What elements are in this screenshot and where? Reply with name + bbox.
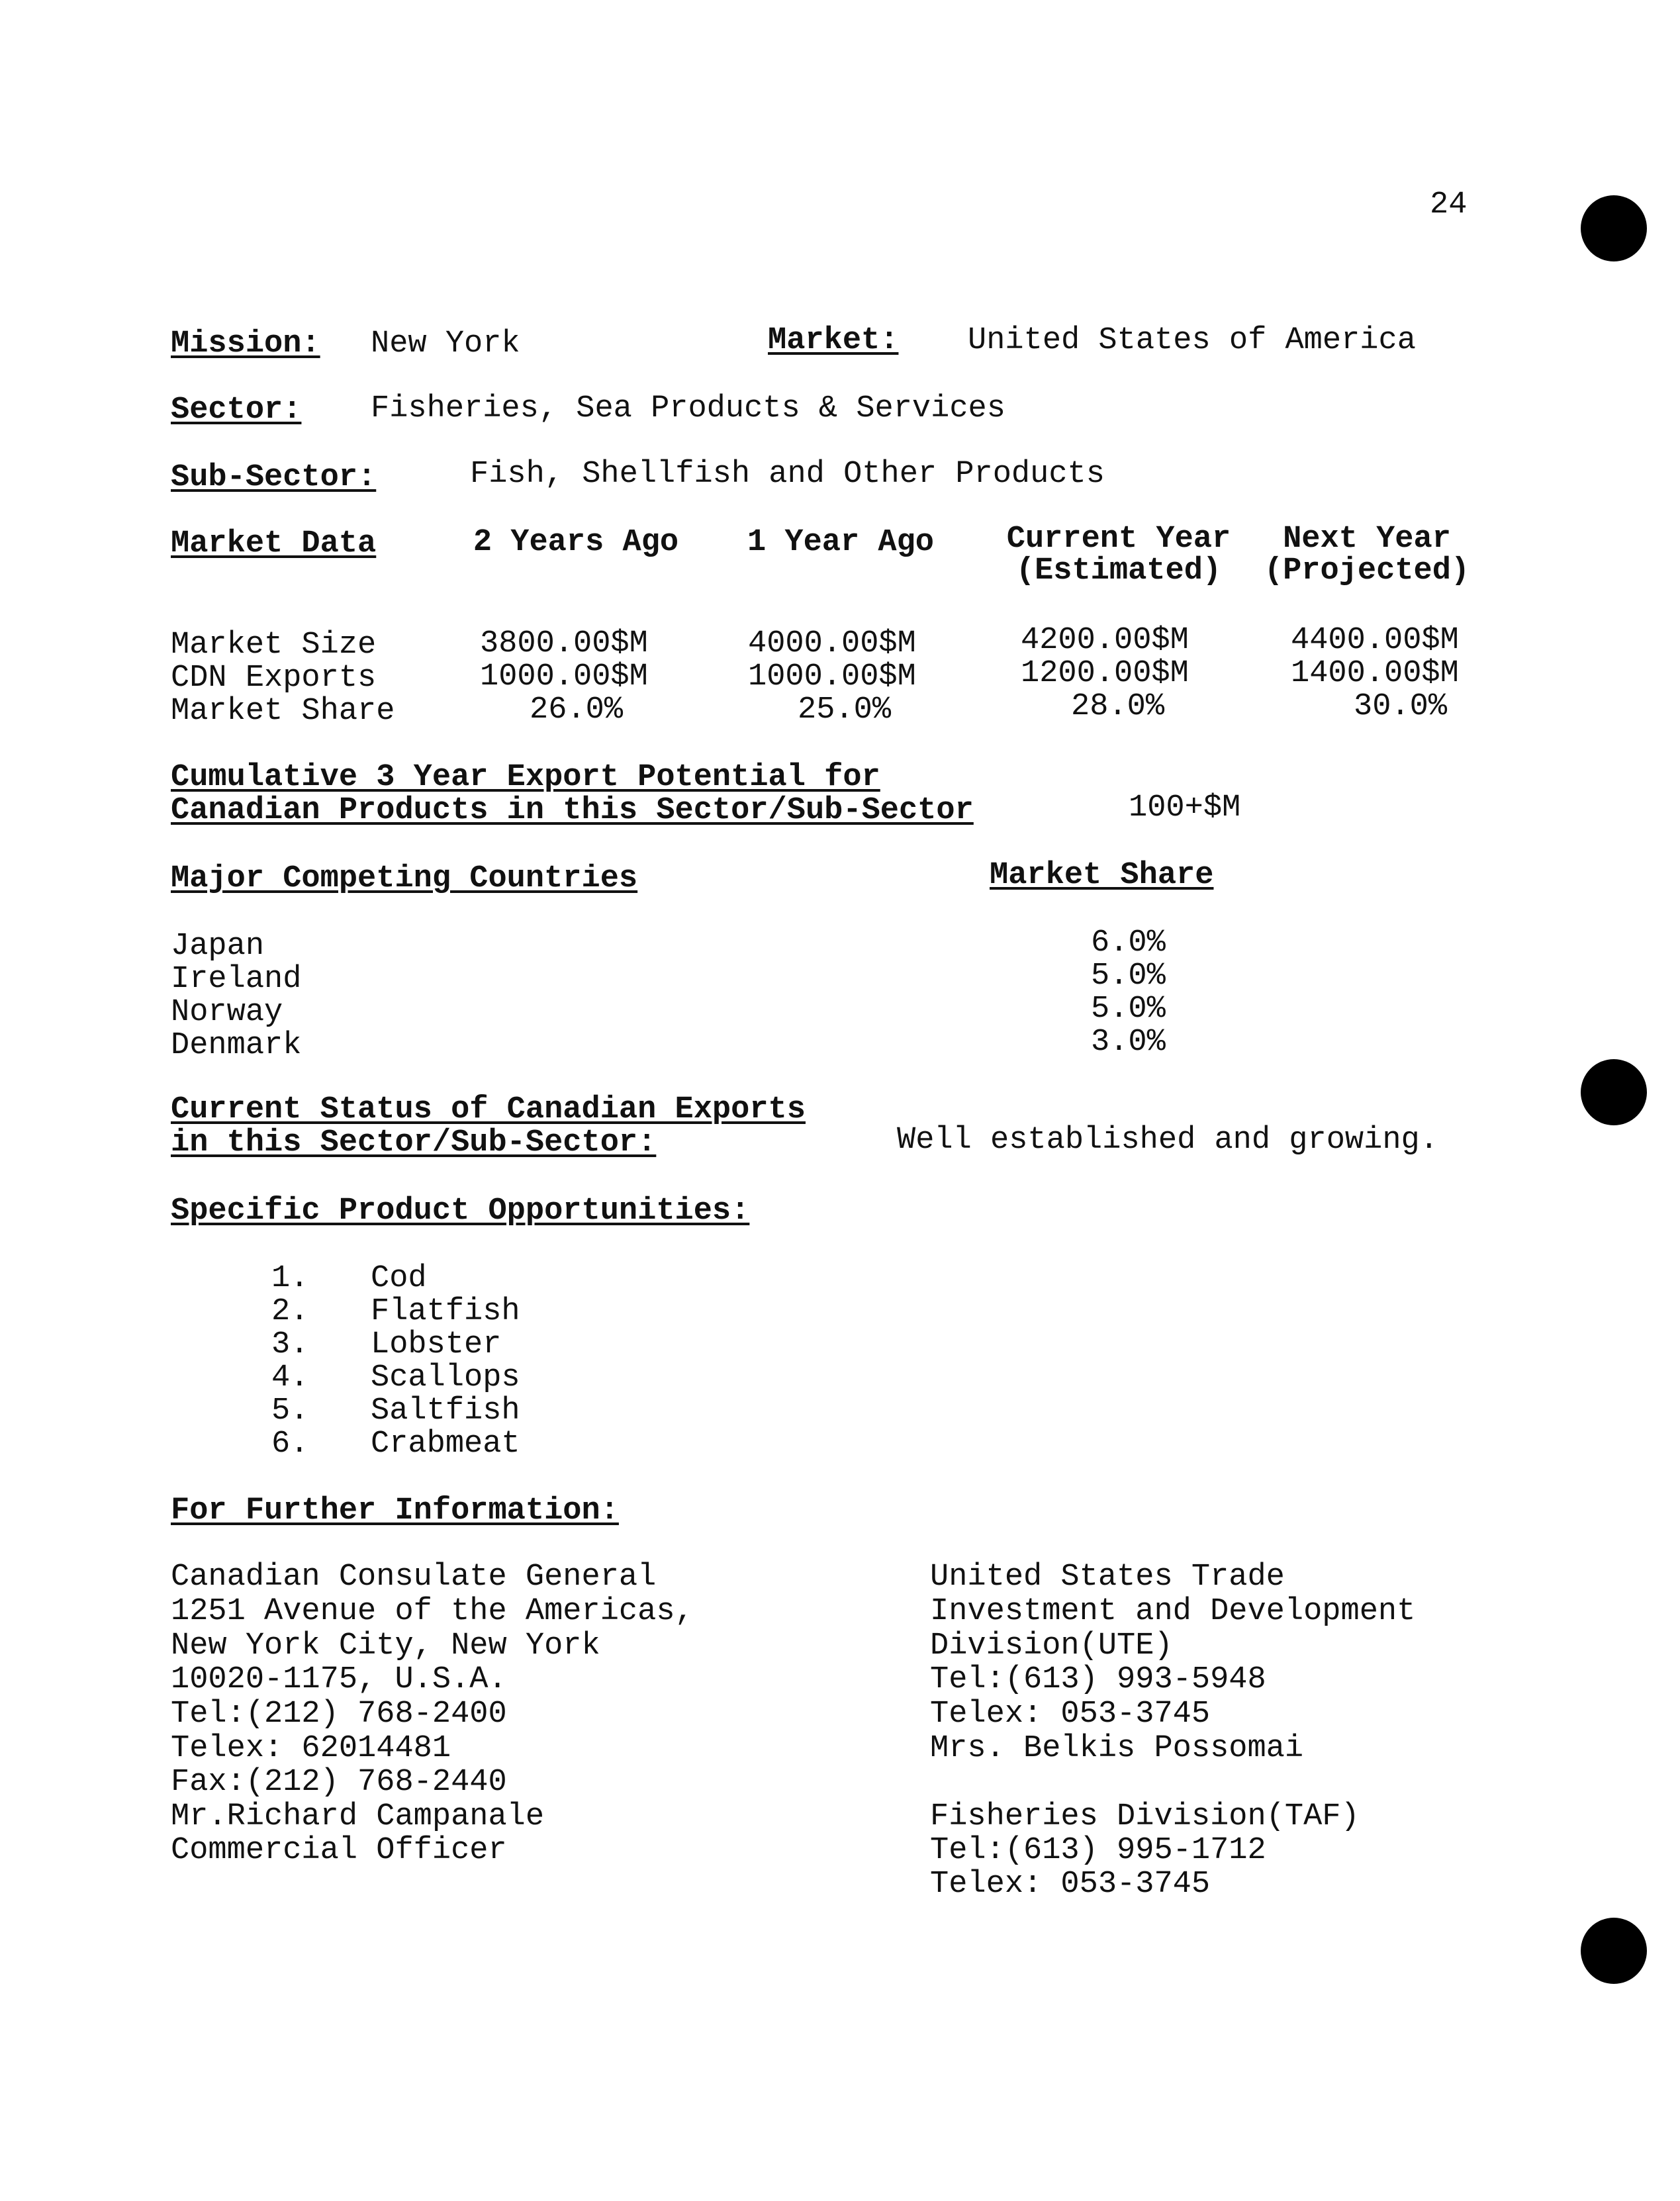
contact-left-line: Commercial Officer: [171, 1833, 507, 1868]
contact-left-line: Mr.Richard Campanale: [171, 1799, 545, 1834]
market-data-heading: Market Data: [171, 526, 377, 561]
contact-right-line: Mrs. Belkis Possomai: [930, 1731, 1304, 1766]
cell-cdn-exports-cy: 1200.00$M: [1021, 656, 1189, 691]
cell-cdn-exports-1y: 1000.00$M: [748, 659, 916, 694]
contact-right-line: Telex: 053-3745: [930, 1697, 1211, 1732]
competitor-country: Denmark: [171, 1028, 302, 1063]
contact-right-line: Telex: 053-3745: [930, 1867, 1211, 1902]
market-value: United States of America: [968, 323, 1416, 358]
punch-hole-middle: [1581, 1059, 1647, 1125]
potential-value: 100+$M: [1129, 790, 1241, 825]
competitors-share-heading: Market Share: [990, 858, 1214, 893]
row-label-market-size: Market Size: [171, 628, 377, 663]
contact-left-line: 10020-1175, U.S.A.: [171, 1662, 507, 1697]
competitors-heading: Major Competing Countries: [171, 861, 638, 896]
contact-right-line: Fisheries Division(TAF): [930, 1799, 1360, 1834]
status-heading-line1: Current Status of Canadian Exports: [171, 1092, 806, 1127]
contact-right-line: United States Trade: [930, 1560, 1285, 1595]
contact-left-line: Tel:(212) 768-2400: [171, 1697, 507, 1732]
row-label-cdn-exports: CDN Exports: [171, 661, 377, 696]
opportunity-number: 4.: [271, 1360, 309, 1395]
opportunity-item: Lobster: [371, 1327, 502, 1362]
cell-market-share-ny: 30.0%: [1354, 689, 1448, 724]
punch-hole-top: [1581, 195, 1647, 261]
opportunity-item: Crabmeat: [371, 1427, 520, 1462]
opportunity-number: 6.: [271, 1427, 309, 1462]
opportunity-item: Saltfish: [371, 1393, 520, 1428]
col-header-current-year: Current Year: [1006, 522, 1231, 557]
status-heading-line2: in this Sector/Sub-Sector:: [171, 1125, 657, 1160]
col-header-current-year-sub: (Estimated): [1015, 553, 1222, 588]
competitor-share: 5.0%: [1091, 992, 1166, 1027]
col-header-next-year-sub: (Projected): [1264, 553, 1470, 588]
opportunity-number: 2.: [271, 1294, 309, 1329]
cell-market-size-1y: 4000.00$M: [748, 626, 916, 661]
potential-heading-line2: Canadian Products in this Sector/Sub-Sector: [171, 793, 974, 828]
mission-label: Mission:: [171, 326, 320, 361]
cell-market-size-2y: 3800.00$M: [480, 626, 648, 661]
punch-hole-bottom: [1581, 1918, 1647, 1984]
opportunities-heading: Specific Product Opportunities:: [171, 1194, 750, 1229]
competitor-country: Ireland: [171, 962, 302, 997]
competitor-country: Japan: [171, 929, 265, 964]
competitor-share: 5.0%: [1091, 959, 1166, 994]
contact-right-line: Division(UTE): [930, 1628, 1173, 1663]
competitor-share: 6.0%: [1091, 925, 1166, 960]
cell-market-share-2y: 26.0%: [530, 692, 624, 727]
competitor-share: 3.0%: [1091, 1025, 1166, 1060]
sub-sector-value: Fish, Shellfish and Other Products: [470, 457, 1105, 492]
opportunity-number: 3.: [271, 1327, 309, 1362]
cell-market-size-cy: 4200.00$M: [1021, 623, 1189, 658]
status-value: Well established and growing.: [897, 1123, 1438, 1158]
contact-left-line: Fax:(212) 768-2440: [171, 1765, 507, 1800]
col-header-2-years-ago: 2 Years Ago: [473, 525, 679, 560]
opportunity-number: 1.: [271, 1261, 309, 1296]
opportunity-item: Cod: [371, 1261, 427, 1296]
cell-market-share-1y: 25.0%: [798, 692, 892, 727]
sector-label: Sector:: [171, 393, 302, 428]
mission-value: New York: [371, 326, 520, 361]
sub-sector-label: Sub-Sector:: [171, 460, 377, 495]
market-label: Market:: [768, 323, 899, 358]
sector-value: Fisheries, Sea Products & Services: [371, 391, 1005, 426]
cell-cdn-exports-2y: 1000.00$M: [480, 659, 648, 694]
competitor-country: Norway: [171, 995, 283, 1030]
contact-left-line: Telex: 62014481: [171, 1731, 451, 1766]
cell-cdn-exports-ny: 1400.00$M: [1291, 656, 1459, 691]
contact-right-line: Investment and Development: [930, 1594, 1416, 1629]
row-label-market-share: Market Share: [171, 694, 395, 729]
contact-left-line: Canadian Consulate General: [171, 1560, 657, 1595]
opportunity-item: Scallops: [371, 1360, 520, 1395]
opportunity-item: Flatfish: [371, 1294, 520, 1329]
contact-right-line: Tel:(613) 993-5948: [930, 1662, 1266, 1697]
further-info-heading: For Further Information:: [171, 1493, 619, 1528]
col-header-1-year-ago: 1 Year Ago: [747, 525, 935, 560]
contact-right-line: Tel:(613) 995-1712: [930, 1833, 1266, 1868]
potential-heading-line1: Cumulative 3 Year Export Potential for: [171, 760, 880, 795]
cell-market-size-ny: 4400.00$M: [1291, 623, 1459, 658]
contact-left-line: New York City, New York: [171, 1628, 600, 1663]
page-number: 24: [1430, 187, 1468, 222]
contact-left-line: 1251 Avenue of the Americas,: [171, 1594, 694, 1629]
col-header-next-year: Next Year: [1283, 522, 1451, 557]
opportunity-number: 5.: [271, 1393, 309, 1428]
cell-market-share-cy: 28.0%: [1071, 689, 1165, 724]
